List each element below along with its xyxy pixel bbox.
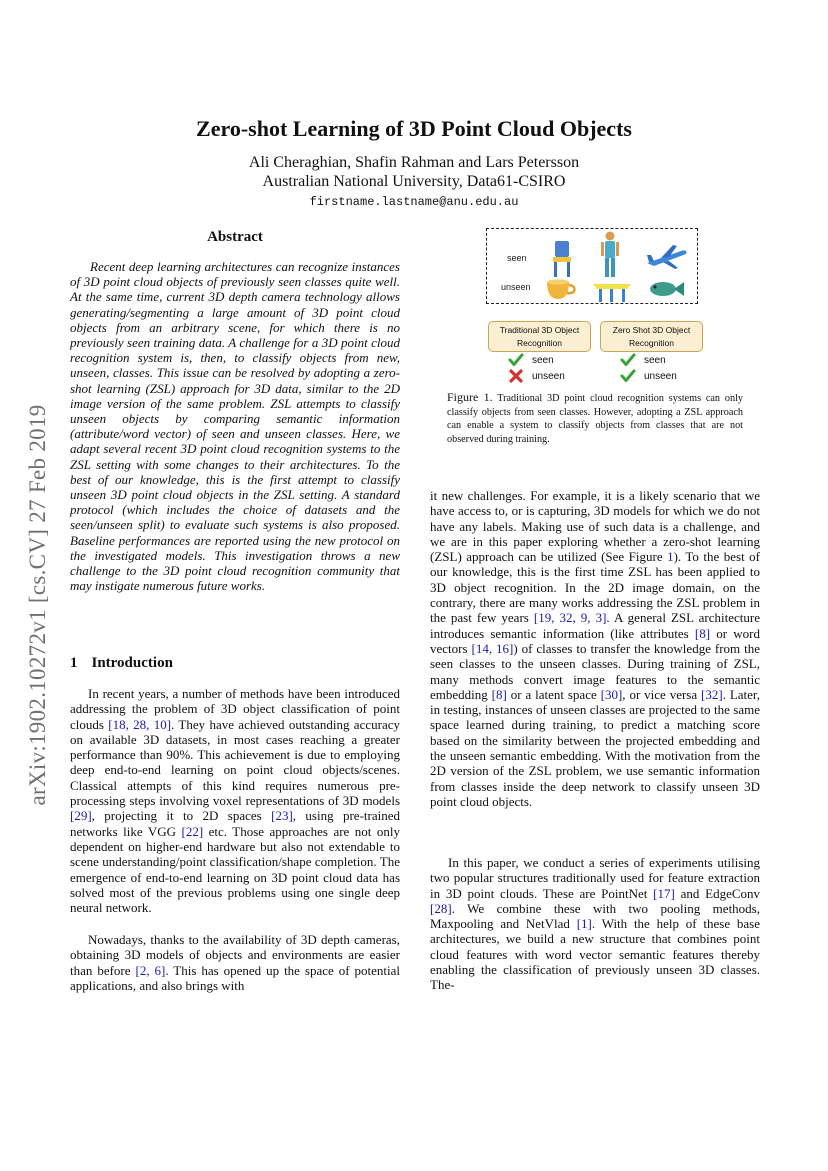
zsl-box-line2: Recognition bbox=[629, 338, 674, 348]
citation-link[interactable]: [8] bbox=[491, 686, 507, 702]
citation-link[interactable]: [19, 32, 9, 3] bbox=[533, 610, 607, 626]
abstract-heading: Abstract bbox=[207, 229, 263, 245]
right-column-paragraph-2 bbox=[430, 855, 760, 993]
intro-paragraph-2 bbox=[70, 932, 400, 993]
text-run: or word vectors bbox=[430, 625, 760, 656]
airplane-icon bbox=[645, 243, 689, 271]
zsl-unseen-result bbox=[620, 369, 677, 383]
right-column-paragraph-1 bbox=[430, 488, 760, 809]
text-run: ) of classes to transfer the knowledge from the seen classes to the unseen classes. During training of ZSL, many methods convert image features to the semantic embedding bbox=[430, 640, 760, 702]
traditional-unseen-label: unseen bbox=[532, 370, 565, 382]
text-run: ). To the best of our knowledge, this is the first time ZSL has been applied to 3D object recognition. In the 2D image domain, on the contrary, there are many works addressing the ZSL problem in the past few years bbox=[430, 549, 761, 626]
zsl-box-line1: Zero Shot 3D Object bbox=[612, 325, 691, 335]
text-run: . A general ZSL architecture introduces semantic information (like attributes bbox=[430, 610, 760, 641]
figure-reference-link[interactable]: 1 bbox=[667, 549, 674, 565]
traditional-recognition-box bbox=[488, 321, 591, 352]
figure-seen-label: seen bbox=[507, 253, 527, 263]
citation-link[interactable]: [32] bbox=[701, 686, 723, 702]
traditional-box-line1: Traditional 3D Object bbox=[499, 325, 580, 335]
figure-caption-text: Traditional 3D point cloud recognition systems can only classify objects from seen classes. However, adopting a ZSL approach can enable a system to classify objects from classes that are not observed during training. bbox=[447, 393, 743, 445]
traditional-seen-result bbox=[508, 353, 554, 367]
arxiv-identifier: arXiv:1902.10272v1 [cs.CV] 27 Feb 2019 bbox=[25, 404, 50, 806]
section-number: 1 bbox=[70, 655, 78, 671]
figure-caption bbox=[447, 391, 743, 446]
citation-link[interactable]: [30] bbox=[600, 686, 623, 702]
zsl-seen-result bbox=[620, 353, 666, 367]
fish-icon bbox=[647, 279, 685, 299]
citation-link[interactable]: [2, 6] bbox=[135, 962, 166, 978]
check-icon bbox=[620, 353, 636, 367]
text-run: it new challenges. For example, it is a likely scenario that we have access to, or is capturing, 3D models for which we do not have any labels. Making use of such data is a challenge, and we are in this paper exploring whether a zero-shot learning (ZSL) approach can be utilized (See Figure bbox=[430, 488, 760, 565]
text-run: . With the help of these base architectures, we build a new structure that combines point cloud features with word vector semantic features thereby enabling the classification of previously unseen 3D classes. The- bbox=[430, 916, 760, 993]
traditional-box-line2: Recognition bbox=[517, 338, 562, 348]
text-run: . We combine these with two pooling methods, Maxpooling and NetVlad bbox=[430, 900, 760, 932]
text-run: , projecting it to 2D spaces bbox=[91, 808, 272, 824]
citation-link[interactable]: [22] bbox=[181, 823, 204, 839]
check-icon bbox=[508, 353, 524, 367]
person-icon bbox=[599, 231, 621, 279]
abstract-body: Recent deep learning architectures can recognize instances of 3D point cloud objects of previously seen classes quite well. At the same time, current 3D depth camera technology allows generating/segmenting a large amount of 3D point cloud objects from an arbitrary scene, for which there is no previously seen training data. A challenge for a 3D point cloud recognition system is, then, to classify objects from new, unseen, classes. This issue can be resolved by adopting a zero-shot learning (ZSL) approach for 3D data, similar to the 2D image version of the same problem. ZSL attempts to classify unseen objects by comparing semantic information (attribute/word vector) of seen and unseen classes. Here, we adapt several recent 3D point cloud recognition systems to the ZSL setting with some changes to their architectures. To the best of our knowledge, this is the first attempt to classify unseen 3D point cloud objects in the ZSL setting. A standard protocol (which includes the choice of datasets and the seen/unseen split) to evaluate such systems is also proposed. Baseline performances are reported using the new protocol on the investigated models. This investigation throws a new challenge to the 3D point cloud recognition community that may instigate numerous future works. bbox=[70, 259, 400, 594]
zsl-seen-label: seen bbox=[644, 354, 666, 366]
cup-icon bbox=[545, 279, 577, 301]
citation-link[interactable]: [28] bbox=[430, 900, 452, 916]
traditional-seen-label: seen bbox=[532, 354, 554, 366]
figure-caption-label: Figure 1. bbox=[447, 390, 493, 404]
paper-title: Zero-shot Learning of 3D Point Cloud Objects bbox=[196, 116, 632, 141]
affiliation: Australian National University, Data61-CSIRO bbox=[262, 173, 566, 190]
citation-link[interactable]: [8] bbox=[694, 625, 711, 641]
cross-icon bbox=[508, 369, 524, 383]
text-run: . They have achieved outstanding accuracy on available 3D datasets, in most cases reaching a greater performance than 90%. This achievement is due to employing deep end-to-end learning on point cloud objects/scenes. Classical attempts of this kind requires numerous pre-processing steps involving voxel representations of 3D models bbox=[70, 716, 400, 809]
citation-link[interactable]: [17] bbox=[653, 885, 675, 901]
text-run: . This has opened up the space of potential applications, and also brings with bbox=[70, 962, 400, 993]
zsl-unseen-label: unseen bbox=[644, 370, 677, 382]
check-icon bbox=[620, 369, 636, 383]
table-icon bbox=[589, 281, 635, 303]
figure-objects-panel bbox=[486, 228, 698, 304]
text-run: , using pre-trained networks like VGG bbox=[70, 808, 400, 839]
intro-paragraph-1 bbox=[70, 686, 400, 915]
text-run: etc. Those approaches are not only dependent on higher-end hardware but also not extendable to scene understanding/point classification/shape completion. The emergence of end-to-end learning on 3D point cloud data has solved most of the previous problems using one single deep neural network. bbox=[70, 823, 400, 916]
author-list: Ali Cheraghian, Shafin Rahman and Lars Petersson bbox=[248, 154, 580, 171]
section-heading-introduction bbox=[70, 655, 173, 672]
arxiv-stamp bbox=[18, 365, 58, 845]
text-run: In recent years, a number of methods have been introduced addressing the problem of 3D object classification of point clouds bbox=[70, 686, 400, 732]
figure-unseen-label: unseen bbox=[501, 282, 531, 292]
text-run: In this paper, we conduct a series of experiments utilising two popular structures traditionally used for feature extraction in 3D point clouds. These are PointNet bbox=[430, 855, 760, 901]
citation-link[interactable]: [1] bbox=[576, 916, 592, 932]
traditional-unseen-result bbox=[508, 369, 565, 383]
text-run: . Later, in testing, instances of unseen classes are projected to the same space learned during training, to predict a matching score based on the similarity between the projected embedding and the unseen semantic embedding. With the motivation from the 2D version of the ZSL problem, we use semantic information from classes inside the deep network to classify unseen 3D point cloud objects. bbox=[430, 686, 760, 809]
text-run: and EdgeConv bbox=[674, 885, 761, 901]
citation-link[interactable]: [18, 28, 10] bbox=[108, 716, 172, 732]
citation-link[interactable]: [14, 16] bbox=[471, 640, 514, 656]
chair-icon bbox=[549, 239, 573, 279]
text-run: or a latent space bbox=[506, 686, 601, 702]
author-email: firstname.lastname@anu.edu.au bbox=[309, 195, 519, 209]
text-run: , or vice versa bbox=[622, 686, 702, 702]
section-title: Introduction bbox=[91, 655, 173, 671]
zero-shot-recognition-box bbox=[600, 321, 703, 352]
text-run: Nowadays, thanks to the availability of 3D depth cameras, obtaining 3D models of objects and environments are easier than before bbox=[70, 932, 400, 978]
citation-link[interactable]: [29] bbox=[70, 808, 92, 824]
citation-link[interactable]: [23] bbox=[271, 808, 293, 824]
